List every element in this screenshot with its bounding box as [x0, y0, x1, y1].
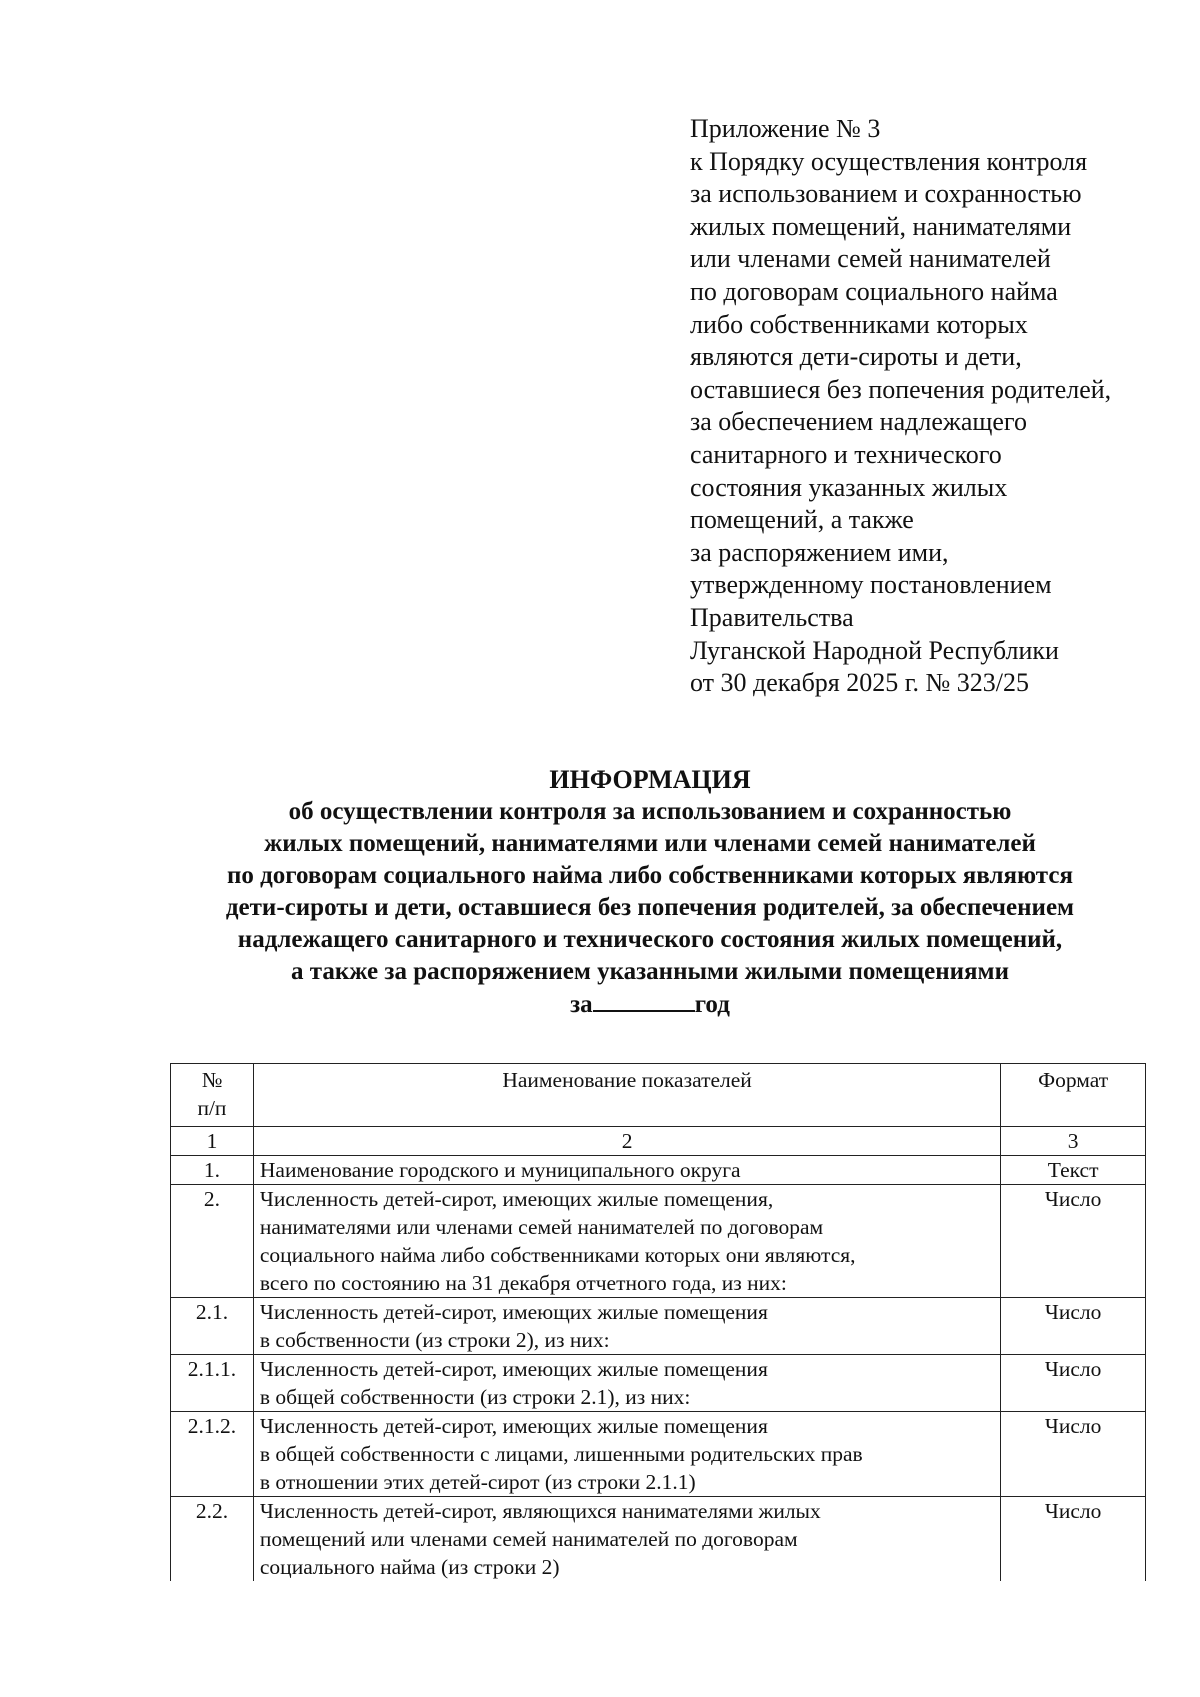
row-num: 2.2.: [171, 1497, 254, 1582]
period-prefix: за: [570, 991, 593, 1018]
heading-line: жилых помещений, нанимателями или членами семей нанимателей: [264, 830, 1036, 857]
appendix-line: помещений, а также: [690, 505, 914, 535]
row-format: Число: [1001, 1298, 1146, 1355]
row-name: [253, 1156, 1000, 1185]
document-heading: [150, 764, 1150, 1021]
appendix-line: за распоряжением ими,: [690, 537, 949, 567]
header-num-cell: [171, 1064, 254, 1127]
appendix-line: по договорам социального найма: [690, 276, 1058, 306]
row-name-line: в общей собственности (из строки 2.1), из них:: [259, 1385, 691, 1409]
row-name-line: помещений или членами семей нанимателей по договорам: [259, 1527, 798, 1551]
row-name: [253, 1355, 1000, 1412]
row-format: Текст: [1001, 1156, 1146, 1185]
appendix-line: или членами семей нанимателей: [690, 244, 1051, 274]
document-title: ИНФОРМАЦИЯ: [549, 765, 751, 794]
period-blank-field[interactable]: [593, 988, 695, 1012]
header-num-sign: №: [201, 1068, 223, 1092]
header-format-cell: Формат: [1001, 1064, 1146, 1127]
appendix-line: за обеспечением надлежащего: [690, 407, 1027, 437]
row-name: [253, 1185, 1000, 1298]
appendix-line: оставшиеся без попечения родителей,: [690, 374, 1112, 404]
table-row: [171, 1355, 1146, 1412]
row-name-line: социального найма (из строки 2): [259, 1555, 560, 1579]
row-name-line: в собственности (из строки 2), из них:: [259, 1328, 610, 1352]
appendix-line: санитарного и технического: [690, 439, 1002, 469]
appendix-line: к Порядку осуществления контроля: [690, 146, 1088, 176]
row-num: 2.: [171, 1185, 254, 1298]
appendix-line: утвержденному постановлением: [690, 570, 1052, 600]
row-name-line: всего по состоянию на 31 декабря отчетного года, из них:: [259, 1271, 787, 1295]
heading-line: по договорам социального найма либо собственниками которых являются: [226, 862, 1074, 889]
appendix-line: являются дети-сироты и дети,: [690, 342, 1022, 372]
table-header-row: [171, 1064, 1146, 1127]
table-index-row: [171, 1127, 1146, 1156]
appendix-block: [690, 113, 1190, 700]
appendix-line: либо собственниками которых: [690, 309, 1028, 339]
index-cell: 3: [1001, 1127, 1146, 1156]
appendix-line: Правительства: [690, 602, 854, 632]
row-num: 2.1.2.: [171, 1412, 254, 1497]
row-name-line: Численность детей-сирот, имеющих жилые помещения: [259, 1357, 768, 1381]
appendix-line: Приложение № 3: [690, 114, 881, 143]
row-name-line: нанимателями или членами семей нанимателей по договорам: [259, 1215, 824, 1239]
row-num: 2.1.1.: [171, 1355, 254, 1412]
row-name-line: Численность детей-сирот, являющихся нанимателями жилых: [259, 1499, 821, 1523]
period-line: [150, 988, 1150, 1021]
appendix-line: Луганской Народной Республики: [690, 635, 1059, 665]
row-name: [253, 1497, 1000, 1582]
header-num-pp: п/п: [197, 1096, 227, 1120]
row-num: 2.1.: [171, 1298, 254, 1355]
row-format: Число: [1001, 1185, 1146, 1298]
row-format: Число: [1001, 1412, 1146, 1497]
row-format: Число: [1001, 1355, 1146, 1412]
row-format: Число: [1001, 1497, 1146, 1582]
index-cell: 2: [253, 1127, 1000, 1156]
row-name-line: Численность детей-сирот, имеющих жилые помещения: [259, 1300, 768, 1324]
appendix-line: за использованием и сохранностью: [690, 179, 1082, 209]
row-name-line: Наименование городского и муниципального округа: [259, 1158, 741, 1182]
header-name-cell: Наименование показателей: [253, 1064, 1000, 1127]
row-num: 1.: [171, 1156, 254, 1185]
appendix-line: от 30 декабря 2025 г. № 323/25: [690, 668, 1030, 698]
row-name-line: Численность детей-сирот, имеющих жилые помещения,: [259, 1187, 774, 1211]
heading-line: об осуществлении контроля за использованием и сохранностью: [288, 798, 1012, 825]
period-suffix: год: [694, 991, 730, 1018]
row-name-line: Численность детей-сирот, имеющих жилые помещения: [259, 1414, 768, 1438]
heading-line: надлежащего санитарного и технического состояния жилых помещений,: [237, 926, 1063, 953]
appendix-line: жилых помещений, нанимателями: [690, 211, 1072, 241]
heading-line: дети-сироты и дети, оставшиеся без попечения родителей, за обеспечением: [225, 894, 1075, 921]
heading-line: а также за распоряжением указанными жилыми помещениями: [291, 958, 1009, 985]
row-name-line: в отношении этих детей-сирот (из строки 2.1.1): [259, 1470, 696, 1494]
table-row: [171, 1298, 1146, 1355]
row-name: [253, 1412, 1000, 1497]
table-row: [171, 1185, 1146, 1298]
row-name-line: социального найма либо собственниками которых они являются,: [259, 1243, 856, 1267]
table-row: [171, 1412, 1146, 1497]
row-name-line: в общей собственности с лицами, лишенными родительских прав: [259, 1442, 863, 1466]
table-row: [171, 1156, 1146, 1185]
indicators-table: [170, 1063, 1146, 1581]
index-cell: 1: [171, 1127, 254, 1156]
appendix-line: состояния указанных жилых: [690, 472, 1008, 502]
table-row: [171, 1497, 1146, 1582]
row-name: [253, 1298, 1000, 1355]
